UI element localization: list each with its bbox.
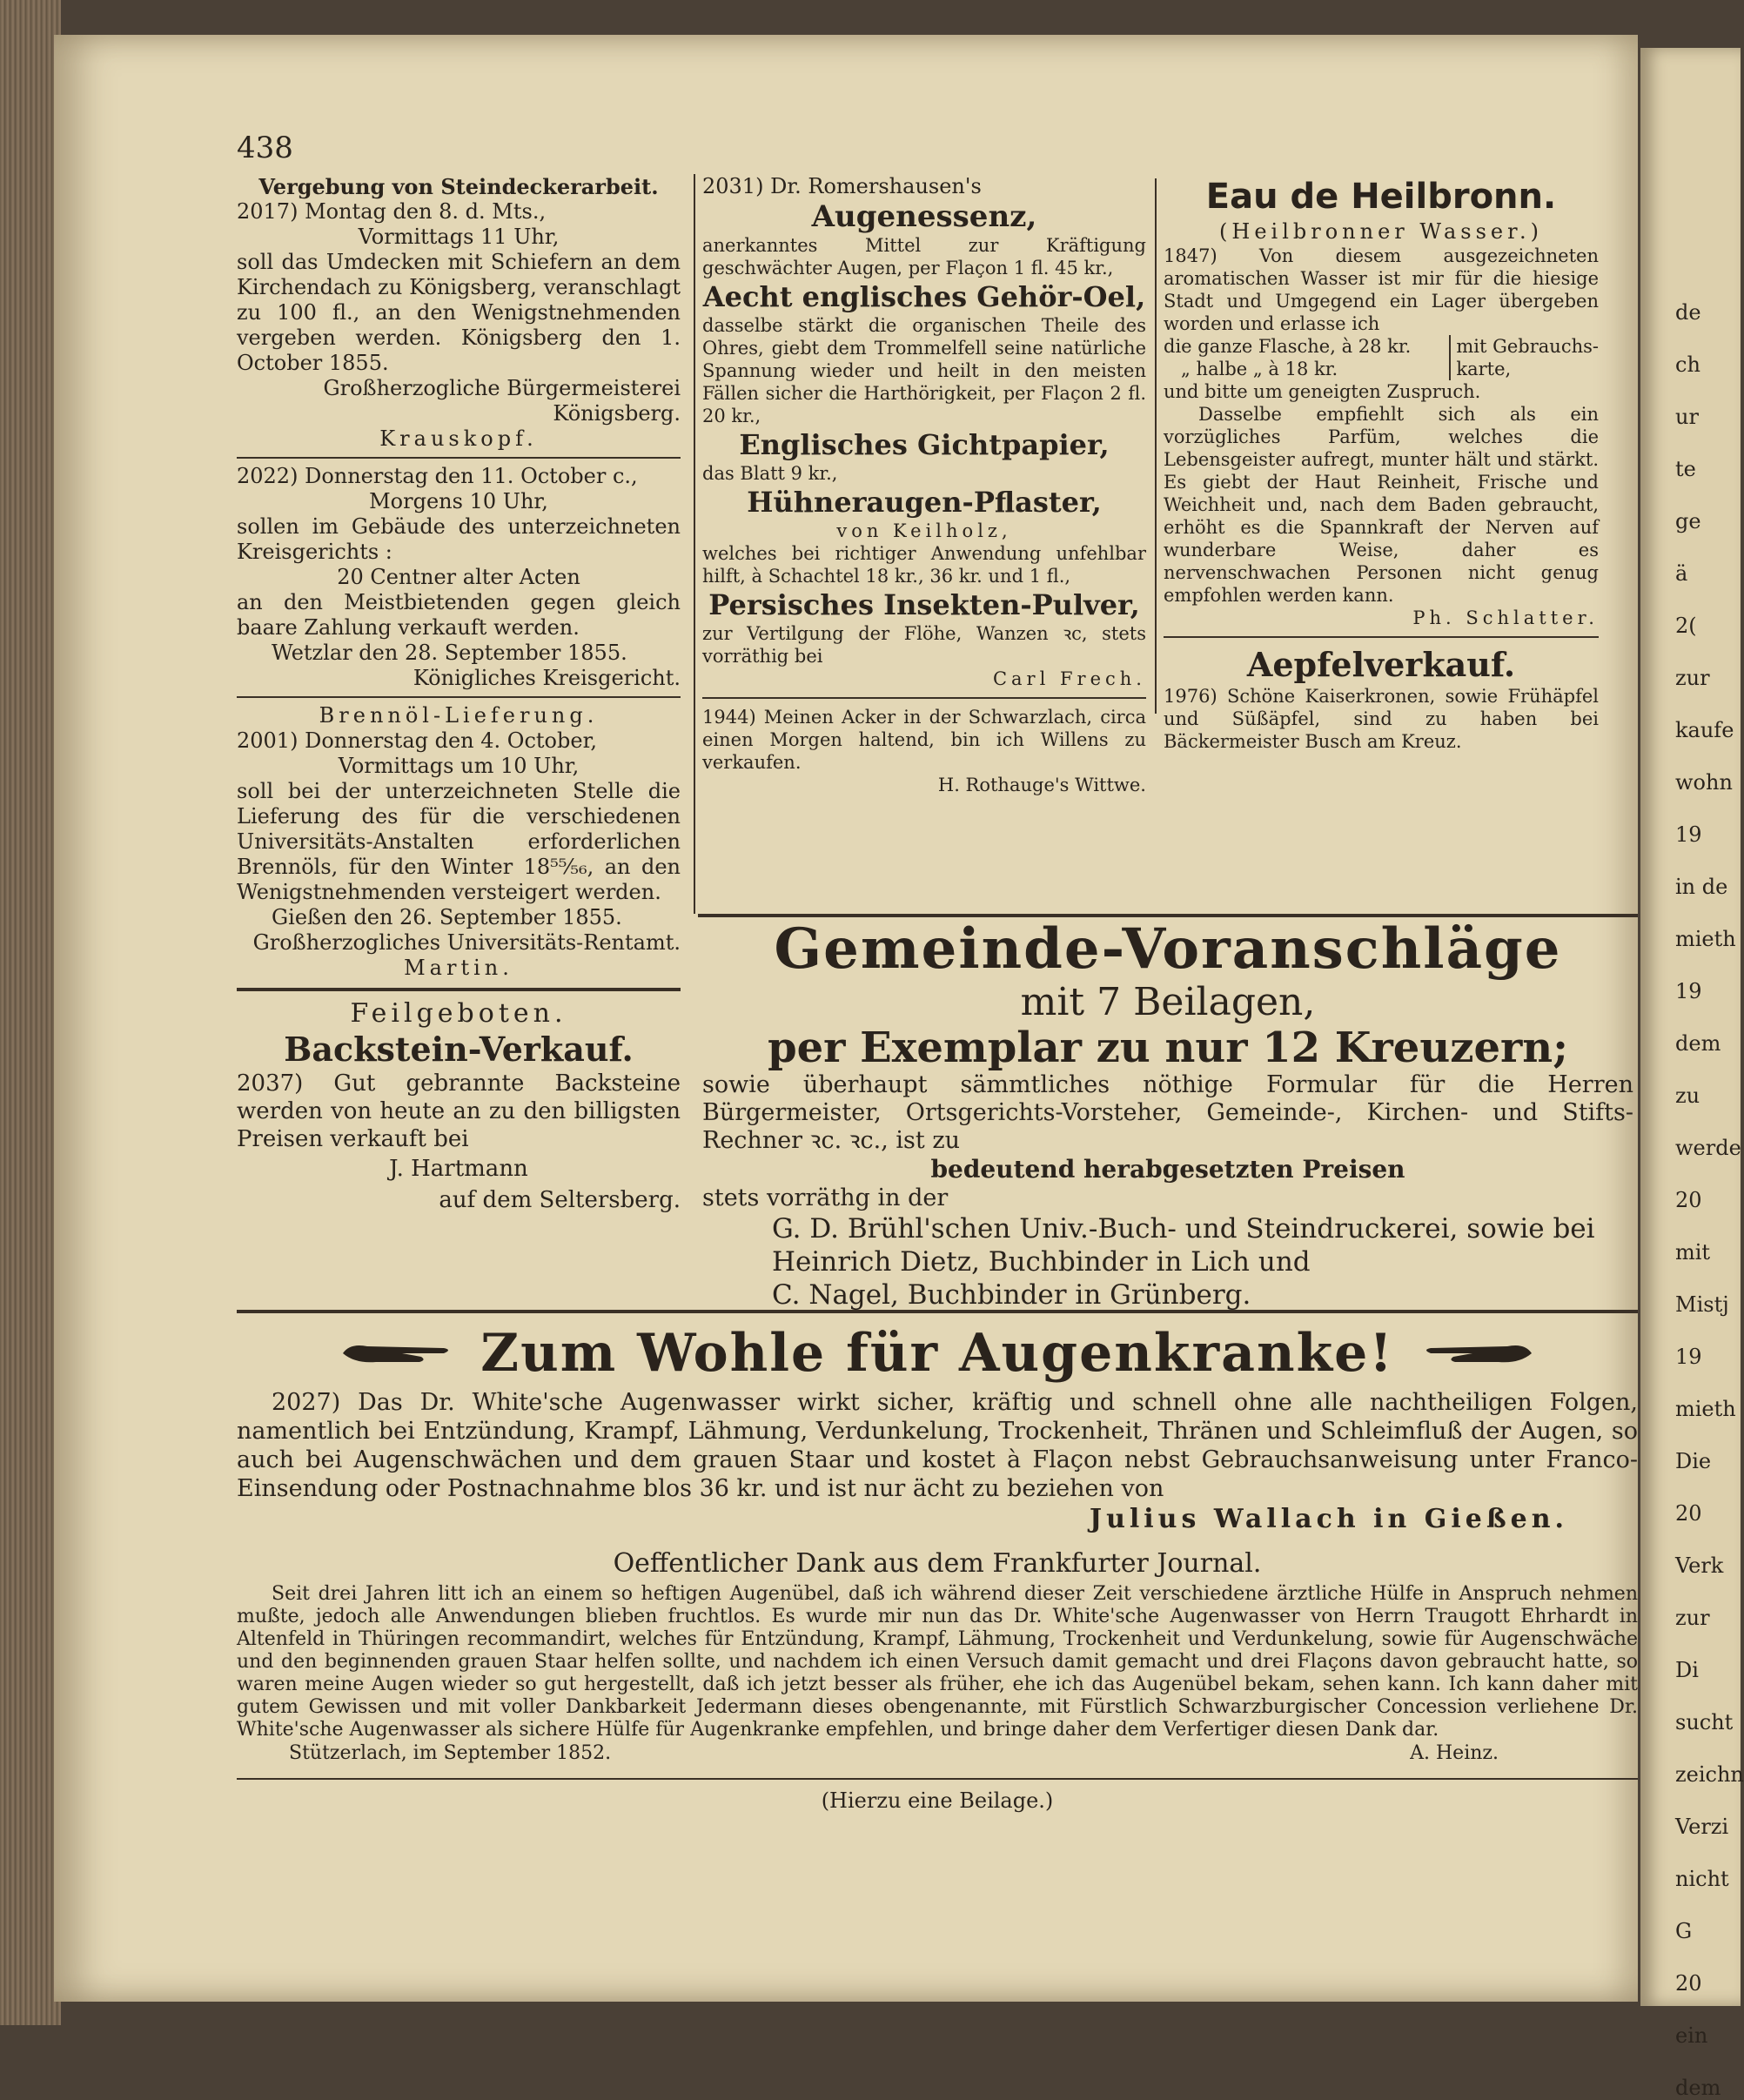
ad-1944-signature: H. Rothauge's Wittwe.	[937, 775, 1146, 795]
adjacent-page-fragment: de	[1675, 300, 1701, 325]
ad-2022-place-date: Wetzlar den 28. September 1855.	[272, 641, 627, 665]
wide-ad-title: Gemeinde-Voranschläge	[774, 916, 1562, 982]
adjacent-page-fragment: zur	[1675, 666, 1710, 690]
pointing-hand-right-icon	[341, 1336, 454, 1371]
thanks-place-date: Stützerlach, im September 1852.	[289, 1742, 612, 1764]
ad-2017-signature: Krauskopf.	[379, 426, 538, 451]
product-gichtpapier: Englisches Gichtpapier,	[739, 428, 1110, 461]
adjacent-page-fragment: ur	[1675, 405, 1699, 429]
ad-1976-body: 1976) Schöne Kaiserkronen, sowie Frühäpfel und Süßäpfel, sind zu haben bei Bäckermeister Busch am Kreuz.	[1164, 686, 1599, 752]
ad-2037-body: 2037) Gut gebrannte Backsteine werden von heute an zu den billigsten Preisen verkauft bei	[237, 1070, 681, 1152]
ad-2022-time: Morgens 10 Uhr,	[369, 489, 548, 513]
adjacent-page-fragment: Mistj	[1675, 1292, 1729, 1317]
adjacent-page-fragment: werde	[1675, 1136, 1741, 1160]
ad-2017-heading: Vergebung von Steindeckerarbeit.	[258, 174, 659, 199]
adjacent-page-fragment: dem	[1675, 1031, 1721, 1056]
page-footer-note: (Hierzu eine Beilage.)	[821, 1788, 1054, 1813]
ad-2022-date: 2022) Donnerstag den 11. October c.,	[237, 464, 638, 488]
adjacent-page-fragment: dem	[1675, 2076, 1721, 2100]
product-huehneraugen-desc: welches bei richtiger Anwendung unfehlbar hilft, à Schachtel 18 kr., 36 kr. und 1 fl.,	[702, 543, 1146, 587]
adjacent-page-fragment: ein	[1675, 2023, 1708, 2048]
ad-1847-signature: Ph. Schlatter.	[1412, 607, 1599, 628]
adjacent-page-fragment: ä	[1675, 561, 1688, 586]
wide-ad-vendor-1: G. D. Brühl'schen Univ.-Buch- und Steindruckerei, sowie bei	[772, 1213, 1595, 1245]
ad-2022-item: 20 Centner alter Acten	[337, 565, 580, 589]
adjacent-page	[1640, 48, 1744, 2100]
ad-2037-title: Backstein-Verkauf.	[284, 1030, 634, 1069]
adjacent-page-fragment: 19	[1675, 1345, 1702, 1369]
page-number: 438	[237, 131, 293, 165]
adjacent-page-fragment: 20	[1675, 1188, 1702, 1212]
adjacent-page-fragment: 19	[1675, 822, 1702, 847]
separator	[237, 696, 681, 698]
adjacent-page-fragment: sucht	[1675, 1710, 1734, 1734]
ad-2027-seller: Julius Wallach in Gießen.	[1089, 1504, 1568, 1534]
ad-2001-time: Vormittags um 10 Uhr,	[338, 754, 580, 778]
adjacent-page-fragment: ge	[1675, 509, 1701, 533]
ad-2037-place: auf dem Seltersberg.	[439, 1187, 681, 1213]
product-huehneraugen-pflaster: Hühneraugen-Pflaster,	[747, 486, 1102, 519]
product-huehneraugen-maker: von Keilholz,	[836, 520, 1012, 541]
book-edge	[0, 0, 61, 2025]
product-gichtpapier-desc: das Blatt 9 kr.,	[702, 463, 838, 484]
ad-2001-body: soll bei der unterzeichneten Stelle die Lieferung des für die verschiedenen Universitäts-Anstalten erforderlichen Brennöls, für den Winter 18⁵⁵⁄₅₆, an den Wenigstnehmenden versteigert werden.	[237, 779, 681, 904]
column-2	[702, 174, 1146, 796]
product-gehoer-oel: Aecht englisches Gehör-Oel,	[702, 280, 1146, 313]
adjacent-page-fragment: mit	[1675, 1240, 1711, 1265]
price-row-half: „ halbe „ à 18 kr.	[1181, 359, 1338, 379]
ad-1976-title: Aepfelverkauf.	[1246, 645, 1516, 684]
price-row-whole: die ganze Flasche, à 28 kr.	[1164, 336, 1412, 357]
ad-2031-seller: Carl Frech.	[992, 668, 1146, 689]
ad-2001-signature: Martin.	[404, 956, 513, 980]
ad-1847-body3: Dasselbe empfiehlt sich als ein vorzügliches Parfüm, welches die Lebensgeister aufregt, munter hält und stärkt. Es giebt der Haut Reinheit, Frische und Weichheit und, nach dem Baden gebraucht, erhöht es die Spannkraft der Nerven auf wunderbare Weise, daher es nervenschwachen Personen nicht genug empfohlen werden kann.	[1164, 404, 1599, 606]
thanks-body: Seit drei Jahren litt ich an einem so heftigen Augenübel, daß ich während dieser Zeit verschiedene ärztliche Hülfe in Anspruch nehmen mußte, jedoch alle Anwendungen blieben fruchtlos. Es wurde mir nun das Dr. White'sche Augenwasser von Herrn Traugott Ehrhardt in Altenfeld in Thüringen recommandirt, welches für Entzündung, Krampf, Lähmung, Trockenheit und Verdunkelung, sowie für Augenschwäche und den beginnenden grauen Staar helfen sollte, und nachdem ich einen Versuch damit gemacht und drei Flaçons davon gebraucht hatte, so waren meine Augen wieder so gut hergestellt, daß ich jetzt besser als früher, ehe ich das Augenübel bekam, sehen kann. Ich kann daher mit gutem Gewissen und mit voller Dankbarkeit Jedermann dieses obengenannte, mit Fürstlich Schwarzburgischer Concession verliehene Dr. White'sche Augenwasser als sichere Hülfe für Augenkranke empfehlen, und bringe daher dem Verfertiger diesen Dank dar.	[237, 1583, 1638, 1741]
separator-thick	[237, 988, 681, 991]
price-note-1: mit Gebrauchs-	[1456, 336, 1599, 357]
ad-2017-date: 2017) Montag den 8. d. Mts.,	[237, 199, 547, 224]
ad-2037-seller: J. Hartmann	[389, 1156, 528, 1182]
adjacent-page-fragment: 2(	[1675, 614, 1697, 638]
ad-2017-authority: Großherzogliche Bürgermeisterei Königsberg.	[323, 376, 681, 426]
thanks-signature: A. Heinz.	[1410, 1742, 1499, 1764]
ad-2031-intro: 2031) Dr. Romershausen's	[702, 174, 982, 198]
adjacent-page-fragment: G	[1675, 1919, 1693, 1943]
separator	[237, 457, 681, 459]
ad-2001-place-date: Gießen den 26. September 1855.	[272, 905, 622, 929]
separator	[1164, 636, 1599, 638]
adjacent-page-fragment: in de	[1675, 875, 1728, 899]
thanks-footer	[237, 1741, 1638, 1766]
product-insekten-pulver: Persisches Insekten-Pulver,	[708, 588, 1140, 621]
wide-ad-vendor-3: C. Nagel, Buchbinder in Grünberg.	[772, 1279, 1251, 1311]
newspaper-page	[54, 35, 1638, 2002]
wide-ad-stock: stets vorräthg in der	[702, 1184, 949, 1211]
adjacent-page-fragment: nicht	[1675, 1867, 1729, 1891]
adjacent-page-fragment: zur	[1675, 1606, 1710, 1630]
column-rule-1	[694, 174, 695, 914]
wide-ad-body: sowie überhaupt sämmtliches nöthige Formular für die Herren Bürgermeister, Ortsgerichts-Vorsteher, Gemeinde-, Kirchen- und Stifts-Rechner ꝛc. ꝛc., ist zu	[702, 1071, 1633, 1154]
adjacent-page-fragment: Die	[1675, 1449, 1712, 1473]
separator	[702, 697, 1146, 699]
ad-2022-body2: an den Meistbietenden gegen gleich baare Zahlung verkauft werden.	[237, 590, 681, 640]
wide-ad-reduced: bedeutend herabgesetzten Preisen	[930, 1155, 1405, 1184]
section-heading-feilgeboten: Feilgeboten.	[350, 998, 567, 1029]
ad-1847-subtitle: (Heilbronner Wasser.)	[1219, 219, 1543, 244]
wide-ad-vendor-2: Heinrich Dietz, Buchbinder in Lich und	[772, 1246, 1311, 1278]
wide-ad-subtitle: mit 7 Beilagen,	[1020, 980, 1316, 1024]
ad-2022-authority: Königliches Kreisgericht.	[413, 666, 681, 690]
product-augenessenz: Augenessenz,	[811, 199, 1037, 234]
adjacent-page-fragment: 20	[1675, 1501, 1702, 1526]
adjacent-page-fragment: zu	[1675, 1084, 1700, 1108]
ad-1847-body: 1847) Von diesem ausgezeichneten aromatischen Wasser ist mir für die hiesige Stadt und Umgegend ein Lager übergeben worden und erlasse ich	[1164, 245, 1599, 334]
ad-2001-date: 2001) Donnerstag den 4. October,	[237, 728, 598, 753]
ad-1944-body: 1944) Meinen Acker in der Schwarzlach, circa einen Morgen haltend, bin ich Willens zu verkaufen.	[702, 707, 1146, 773]
adjacent-page-fragment: zeichn	[1675, 1762, 1744, 1787]
ad-1847-price-table	[1164, 335, 1599, 380]
adjacent-page-fragment: Di	[1675, 1658, 1699, 1682]
adjacent-page-fragment: te	[1675, 457, 1696, 481]
bottom-ad-title-row	[237, 1318, 1638, 1388]
adjacent-page-fragment: Verk	[1675, 1553, 1724, 1578]
ad-2022-body: sollen im Gebäude des unterzeichneten Kreisgerichts :	[237, 514, 681, 564]
bottom-ad-title: Zum Wohle für Augenkranke!	[480, 1323, 1394, 1384]
ad-2017-body: soll das Umdecken mit Schiefern an dem Kirchendach zu Königsberg, veranschlagt zu 100 fl., an den Wenigstnehmenden vergeben werden. Königsberg den 1. October 1855.	[237, 250, 681, 375]
separator	[237, 1778, 1638, 1780]
adjacent-page-fragment: wohn	[1675, 770, 1733, 795]
column-1	[237, 174, 681, 1216]
thanks-title: Oeffentlicher Dank aus dem Frankfurter Journal.	[613, 1548, 1262, 1579]
adjacent-page-fragment: 19	[1675, 979, 1702, 1003]
adjacent-page-fragment: mieth	[1675, 927, 1736, 951]
bottom-ad-top-rule	[237, 1310, 1638, 1313]
adjacent-page-fragment: ch	[1675, 352, 1700, 377]
product-gehoer-oel-desc: dasselbe stärkt die organischen Theile des Ohres, giebt dem Trommelfell seine natürliche Spannung wieder und heilt in den meisten Fällen sicher die Harthörigkeit, per Flaçon 2 fl. 20 kr.,	[702, 315, 1146, 426]
wide-ad-price: per Exemplar zu nur 12 Kreuzern;	[768, 1023, 1568, 1072]
adjacent-page-fragment: mieth	[1675, 1397, 1736, 1421]
wide-ad-formulare	[702, 918, 1633, 1312]
ad-1847-body2: und bitte um geneigten Zuspruch.	[1164, 381, 1481, 402]
ad-2001-heading: Brennöl-Lieferung.	[319, 703, 599, 728]
product-insekten-pulver-desc: zur Vertilgung der Flöhe, Wanzen ꝛc, stets vorräthig bei	[702, 623, 1146, 667]
product-augenessenz-desc: anerkanntes Mittel zur Kräftigung geschwächter Augen, per Flaçon 1 fl. 45 kr.,	[702, 235, 1146, 278]
ad-2001-authority: Großherzogliches Universitäts-Rentamt.	[252, 930, 681, 955]
adjacent-page-fragment: Verzi	[1675, 1815, 1729, 1839]
column-rule-2	[1155, 178, 1157, 714]
pointing-hand-left-icon	[1420, 1336, 1533, 1371]
bottom-ad-augenwasser	[237, 1318, 1638, 1814]
ad-1847-title: Eau de Heilbronn.	[1205, 177, 1557, 217]
price-note-2: karte,	[1456, 359, 1512, 379]
adjacent-page-fragment: kaufe	[1675, 718, 1734, 742]
adjacent-page-fragment: 20	[1675, 1971, 1702, 1996]
ad-2017-time: Vormittags 11 Uhr,	[358, 225, 560, 249]
ad-2027-body: 2027) Das Dr. White'sche Augenwasser wirkt sicher, kräftig und schnell ohne alle nachtheiligen Folgen, namentlich bei Entzündung, Krampf, Lähmung, Verdunkelung, Trockenheit, Thränen und Schleimfluß der Augen, so auch bei Augenschwächen und dem grauen Staar und kostet à Flaçon nebst Gebrauchsanweisung unter Franco-Einsendung oder Postnachnahme blos 36 kr. und ist nur ächt zu beziehen von	[237, 1389, 1638, 1502]
column-3	[1164, 174, 1599, 753]
